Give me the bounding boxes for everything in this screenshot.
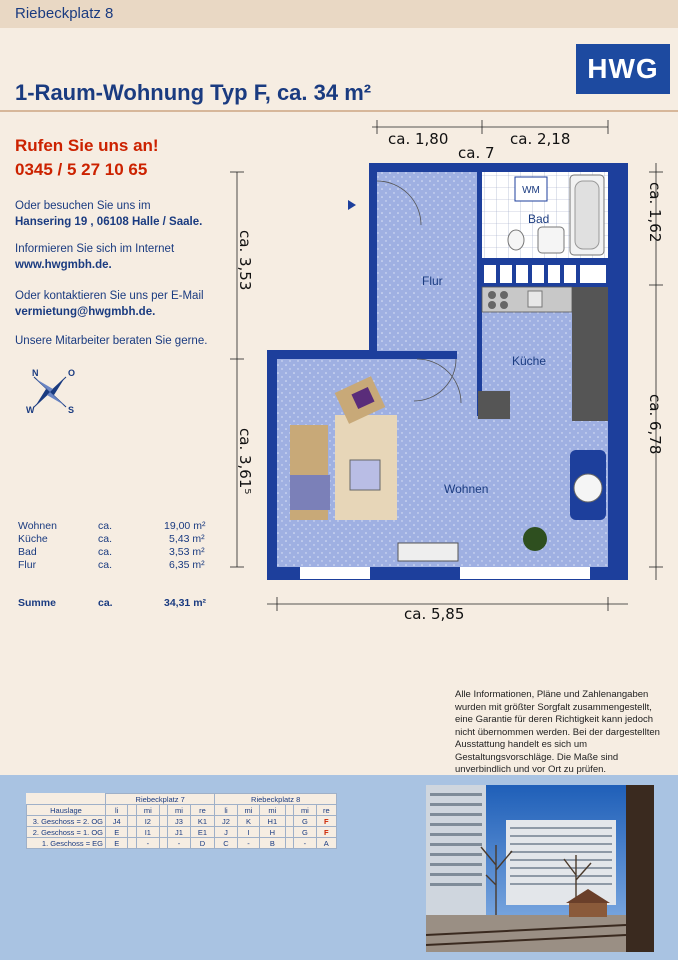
phone-number[interactable]: 0345 / 5 27 10 65 xyxy=(15,160,148,179)
table-cell: D xyxy=(190,838,215,849)
area-room: Bad xyxy=(18,546,37,558)
flur-floor xyxy=(377,172,477,359)
web-info xyxy=(15,241,174,273)
table-cell xyxy=(285,827,294,838)
area-room: Küche xyxy=(18,533,48,545)
table-cell: mi xyxy=(137,805,159,816)
dim-right-upper: ca. 1,62 xyxy=(646,182,664,243)
table-row xyxy=(27,816,337,827)
table-cell: re xyxy=(190,805,215,816)
row-label: 2. Geschoss = 1. OG xyxy=(27,827,106,838)
area-sum-value: 34,31 m² xyxy=(164,597,207,609)
table-cell: B xyxy=(260,838,285,849)
table-cell: E xyxy=(106,827,128,838)
shaft xyxy=(482,263,608,285)
advice-text: Unsere Mitarbeiter beraten Sie gerne. xyxy=(15,335,208,347)
divider xyxy=(0,110,678,112)
table-cell: mi xyxy=(294,805,316,816)
table-cell xyxy=(159,805,168,816)
radiator xyxy=(398,543,458,561)
floor-plan xyxy=(220,115,678,625)
table-cell xyxy=(285,838,294,849)
dim-top-right: ca. 2,18 xyxy=(510,130,571,148)
table-cell: - xyxy=(137,838,159,849)
table-cell: H1 xyxy=(260,816,285,827)
table-cell: I1 xyxy=(137,827,159,838)
wm-label: WM xyxy=(522,185,540,196)
table-cell xyxy=(285,816,294,827)
stove-burner-icon xyxy=(500,301,508,309)
group-header-left: Riebeckplatz 7 xyxy=(106,794,215,805)
table-cell: J2 xyxy=(215,816,237,827)
dining-table xyxy=(574,474,602,502)
table-cell: - xyxy=(168,838,190,849)
table-cell: E1 xyxy=(190,827,215,838)
plant-icon xyxy=(523,527,547,551)
table-cell: - xyxy=(294,838,316,849)
room-label-bad: Bad xyxy=(528,212,550,226)
kitchen-counter xyxy=(482,287,572,312)
row-label: 1. Geschoss = EG xyxy=(27,838,106,849)
table-row xyxy=(27,827,337,838)
table-cell xyxy=(128,805,137,816)
call-us-heading: Rufen Sie uns an! xyxy=(15,136,159,155)
dim-bottom: ca. 5,85 xyxy=(404,605,465,623)
table-cell-highlight: F xyxy=(316,816,336,827)
visit-address: Hansering 19 , 06108 Halle / Saale. xyxy=(15,216,203,228)
table-cell: re xyxy=(316,805,336,816)
area-ca: ca. xyxy=(98,520,113,532)
hauslage-header: Hauslage xyxy=(27,805,106,816)
coffee-table xyxy=(350,460,380,490)
stove-burner-icon xyxy=(500,291,508,299)
blanket xyxy=(290,475,330,510)
table-cell: J4 xyxy=(106,816,128,827)
table-cell xyxy=(159,827,168,838)
inner-wall xyxy=(477,172,482,416)
compass-s: S xyxy=(68,405,75,415)
area-room: Wohnen xyxy=(18,520,57,532)
area-value: 19,00 m² xyxy=(164,520,206,532)
stove-burner-icon xyxy=(488,291,496,299)
table-cell xyxy=(285,805,294,816)
table-cell: E xyxy=(106,838,128,849)
mail-line: Oder kontaktieren Sie uns per E-Mail xyxy=(15,290,204,302)
area-value: 6,35 m² xyxy=(169,559,205,571)
table-cell xyxy=(128,827,137,838)
table-cell: mi xyxy=(168,805,190,816)
table-cell: G xyxy=(294,816,316,827)
room-label-kueche: Küche xyxy=(512,354,547,368)
address-label: Riebeckplatz 8 xyxy=(15,5,114,22)
area-ca: ca. xyxy=(98,533,113,545)
mail-info xyxy=(15,288,204,320)
table-cell-highlight: F xyxy=(316,827,336,838)
table-row xyxy=(27,794,337,805)
table-cell: li xyxy=(215,805,237,816)
fridge xyxy=(478,391,510,419)
row-label: 3. Geschoss = 2. OG xyxy=(27,816,106,827)
area-sum-label: Summe xyxy=(18,597,56,609)
room-label-wohnen: Wohnen xyxy=(444,482,489,496)
table-cell xyxy=(128,816,137,827)
table-cell: I2 xyxy=(137,816,159,827)
window xyxy=(460,567,590,579)
website-link[interactable]: www.hwgmbh.de. xyxy=(15,259,112,271)
building-photo xyxy=(426,785,654,952)
inner-wall xyxy=(369,351,457,359)
floor-location-table xyxy=(26,793,337,849)
sink-icon xyxy=(528,291,542,307)
table-row xyxy=(27,838,337,849)
area-ca: ca. xyxy=(98,597,113,609)
area-value: 3,53 m² xyxy=(169,546,205,558)
compass-w: W xyxy=(26,405,35,415)
dim-top-left: ca. 1,80 xyxy=(388,130,449,148)
dim-right-lower: ca. 6,78 xyxy=(646,394,664,455)
compass-o: O xyxy=(68,368,76,378)
table-cell: J3 xyxy=(168,816,190,827)
area-ca: ca. xyxy=(98,546,113,558)
kitchen-cabinet xyxy=(572,287,608,421)
window xyxy=(300,567,370,579)
table-cell: K1 xyxy=(190,816,215,827)
bathtub-inner xyxy=(575,181,599,249)
table-row xyxy=(27,805,337,816)
table-cell xyxy=(159,838,168,849)
area-value: 5,43 m² xyxy=(169,533,205,545)
table-cell: A xyxy=(316,838,336,849)
table-cell: - xyxy=(237,838,259,849)
visit-line: Oder besuchen Sie uns im xyxy=(15,200,151,212)
page-title: 1-Raum-Wohnung Typ F, ca. 34 m² xyxy=(15,80,372,105)
disclaimer-text: Alle Informationen, Pläne und Zahlenangaben wurden mit größter Sorgfalt zusammengestellt, eine Garantie für deren Richtigkeit kann jedoch nicht übernommen werden. Bei der dargestellten Ausstattung handelt es sich um Gestaltungsvorschläge. Die Maße sind unverbindlich und vor Ort zu prüfen. xyxy=(455,689,660,775)
dim-left-upper: ca. 3,53 xyxy=(236,230,254,291)
table-cell xyxy=(128,838,137,849)
table-cell: G xyxy=(294,827,316,838)
dim-top-mid: ca. 7 xyxy=(458,144,495,162)
table-cell: K xyxy=(237,816,259,827)
visit-info xyxy=(15,198,202,230)
table-cell: li xyxy=(106,805,128,816)
room-label-flur: Flur xyxy=(422,274,443,288)
table-cell xyxy=(159,816,168,827)
washbasin-icon xyxy=(538,227,564,253)
dim-left-lower: ca. 3,61⁵ xyxy=(236,428,254,495)
table-cell: C xyxy=(215,838,237,849)
compass-n: N xyxy=(32,368,39,378)
email-link[interactable]: vermietung@hwgmbh.de. xyxy=(15,306,156,318)
area-room: Flur xyxy=(18,559,37,571)
area-ca: ca. xyxy=(98,559,113,571)
table-cell: H xyxy=(260,827,285,838)
table-cell: I xyxy=(237,827,259,838)
table-cell: mi xyxy=(260,805,285,816)
table-cell: J1 xyxy=(168,827,190,838)
hwg-logo: HWG xyxy=(576,44,670,94)
toilet-icon xyxy=(508,230,524,250)
table-cell: J xyxy=(215,827,237,838)
stove-burner-icon xyxy=(488,301,496,309)
web-line: Informieren Sie sich im Internet xyxy=(15,243,175,255)
entrance-arrow-icon xyxy=(348,200,356,210)
group-header-right: Riebeckplatz 8 xyxy=(215,794,337,805)
compass-rose-icon xyxy=(20,365,80,420)
table-cell: mi xyxy=(237,805,259,816)
